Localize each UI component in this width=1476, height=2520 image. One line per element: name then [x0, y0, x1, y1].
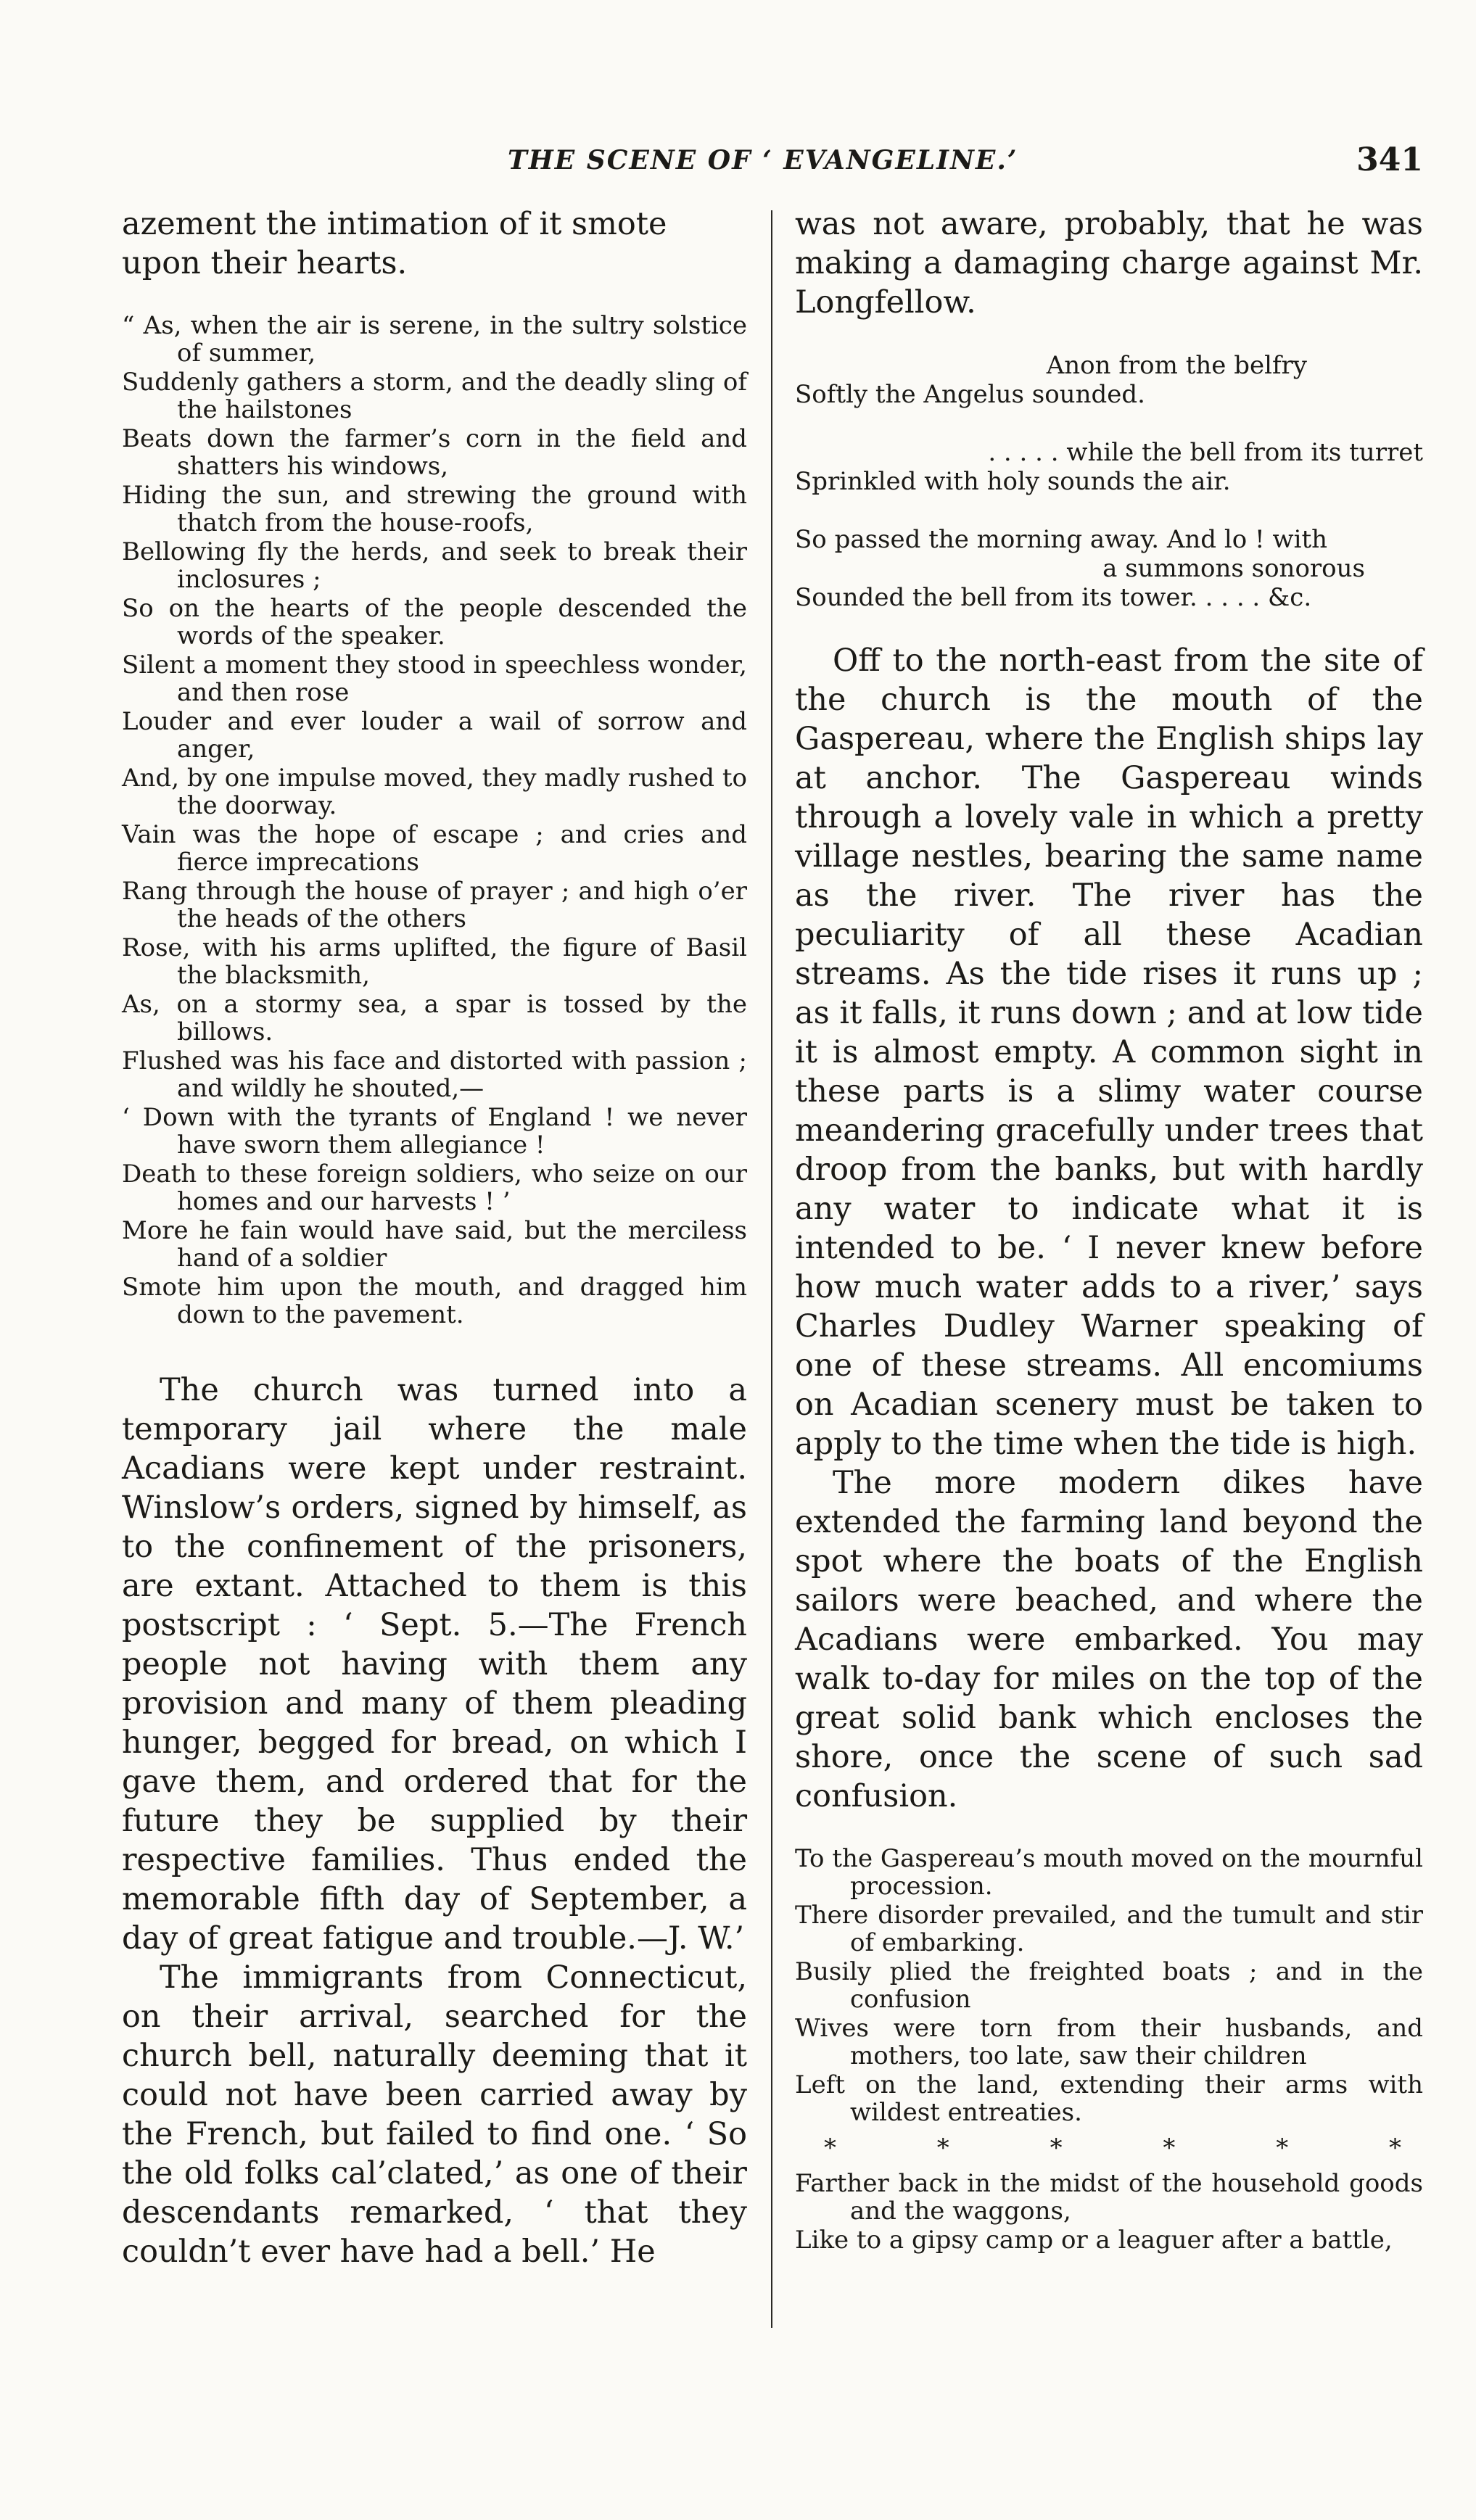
verse-line: More he fain would have said, but the merciless hand of a soldier [122, 1216, 747, 1273]
star-glyph: * [824, 2133, 836, 2162]
quote-line: Sprinkled with holy sounds the air. [795, 467, 1231, 496]
verse-line: Hiding the sun, and strewing the ground with thatch from the house-roofs, [122, 481, 747, 537]
body-paragraph: Off to the north-east from the site of the church is the mouth of the Gaspereau, where the English ships lay at anchor. The Gaspereau winds through a lovely vale in which a pretty village nestles, bearing the same name as the river. The river has the peculiarity of all these Acadian streams. As the tide rises it runs up ; as it falls, it runs down ; and at low tide it is almost empty. A common sight in these parts is a slimy water course meandering gracefully under trees that droop from the banks, but with hardly any water to indicate what it is intended to be. ‘ I never knew before how much water adds to a river,’ says Charles Dudley Warner speaking of one of these streams. All encomiums on Acadian scenery must be taken to apply to the time when the tide is high. [795, 643, 1423, 1462]
left-column [122, 205, 747, 2380]
quote-line: Softly the Angelus sounded. [795, 380, 1145, 409]
verse-line: Rose, with his arms uplifted, the figure of Basil the blacksmith, [122, 933, 747, 990]
intro-line: upon their hearts. [122, 245, 408, 281]
verse-line: “ As, when the air is serene, in the sultry solstice of summer, [122, 311, 747, 368]
verse-line: Vain was the hope of escape ; and cries and fierce imprecations [122, 820, 747, 877]
verse-line: Death to these foreign soldiers, who seize on our homes and our harvests ! ’ [122, 1160, 747, 1216]
star-glyph: * [936, 2133, 949, 2162]
star-glyph: * [1050, 2133, 1063, 2162]
star-glyph: * [1276, 2133, 1289, 2162]
verse-line: Bellowing fly the herds, and seek to break their inclosures ; [122, 537, 747, 594]
poem-excerpt [795, 2170, 1423, 2254]
column-divider [771, 210, 772, 2328]
verse-line: And, by one impulse moved, they madly rushed to the doorway. [122, 764, 747, 820]
poem-excerpt [795, 1845, 1423, 2126]
body-paragraph: The church was turned into a temporary jail where the male Acadians were kept under restraint. Winslow’s orders, signed by himself, as to the confinement of the prisoners, are extant. Attached to them is this postscript : ‘ Sept. 5.—The French people not having with them any provision and many of them pleading hunger, begged for bread, on which I gave them, and ordered that for the future they be supplied by their respective families. Thus ended the memorable fifth day of September, a day of great fatigue and trouble.—J. W.’ [122, 1372, 747, 1957]
running-title: THE SCENE OF ‘ EVANGELINE.’ [508, 145, 1018, 175]
right-column [795, 205, 1423, 2380]
verse-line: ‘ Down with the tyrants of England ! we never have sworn them allegiance ! [122, 1103, 747, 1160]
quote-line: Anon from the belfry [1046, 351, 1307, 380]
verse-line: Flushed was his face and distorted with passion ; and wildly he shouted,— [122, 1046, 747, 1103]
verse-line: Farther back in the midst of the household goods and the waggons, [795, 2169, 1423, 2226]
verse-line: There disorder prevailed, and the tumult and stir of embarking. [795, 1901, 1423, 1957]
verse-line: Louder and ever louder a wail of sorrow and anger, [122, 707, 747, 764]
section-break-stars [795, 2133, 1423, 2162]
body-paragraph: The immigrants from Connecticut, on their arrival, searched for the church bell, naturally deeming that it could not have been carried away by the French, but failed to find one. ‘ So the old folks cal’clated,’ as one of their descendants remarked, ‘ that they couldn’t ever have had a bell.’ He [122, 1959, 747, 2270]
body-paragraph: was not aware, probably, that he was making a damaging charge against Mr. Longfellow. [795, 206, 1423, 321]
quote-line: . . . . . while the bell from its turret [988, 438, 1423, 467]
quote-line: Sounded the bell from its tower. . . . . &c. [795, 583, 1312, 612]
page-number: 341 [1356, 141, 1423, 178]
verse-line: As, on a stormy sea, a spar is tossed by the billows. [122, 990, 747, 1046]
poem-excerpt [122, 312, 747, 1329]
quote-line: a summons sonorous [1102, 554, 1365, 583]
verse-line: So on the hearts of the people descended the words of the speaker. [122, 594, 747, 650]
verse-line: Suddenly gathers a storm, and the deadly sling of the hailstones [122, 368, 747, 424]
verse-line: Rang through the house of prayer ; and high o’er the heads of the others [122, 877, 747, 933]
verse-line: Busily plied the freighted boats ; and in the confusion [795, 1957, 1423, 2014]
star-glyph: * [1388, 2133, 1401, 2162]
star-glyph: * [1163, 2133, 1176, 2162]
verse-line: Smote him upon the mouth, and dragged him down to the pavement. [122, 1273, 747, 1329]
verse-line: Wives were torn from their husbands, and mothers, too late, saw their children [795, 2014, 1423, 2070]
verse-line: Like to a gipsy camp or a leaguer after a battle, [795, 2226, 1393, 2255]
verse-line: Left on the land, extending their arms with wildest entreaties. [795, 2070, 1423, 2127]
verse-line: To the Gaspereau’s mouth moved on the mournful procession. [795, 1844, 1423, 1901]
verse-line: Beats down the farmer’s corn in the field and shatters his windows, [122, 424, 747, 481]
intro-line: azement the intimation of it smote [122, 206, 667, 242]
body-paragraph: The more modern dikes have extended the farming land beyond the spot where the boats of the English sailors were beached, and where the Acadians were embarked. You may walk to-day for miles on the top of the great solid bank which encloses the shore, once the scene of such sad confusion. [795, 1465, 1423, 1814]
quote-line: So passed the morning away. And lo ! with [795, 525, 1328, 554]
verse-line: Silent a moment they stood in speechless wonder, and then rose [122, 650, 747, 707]
